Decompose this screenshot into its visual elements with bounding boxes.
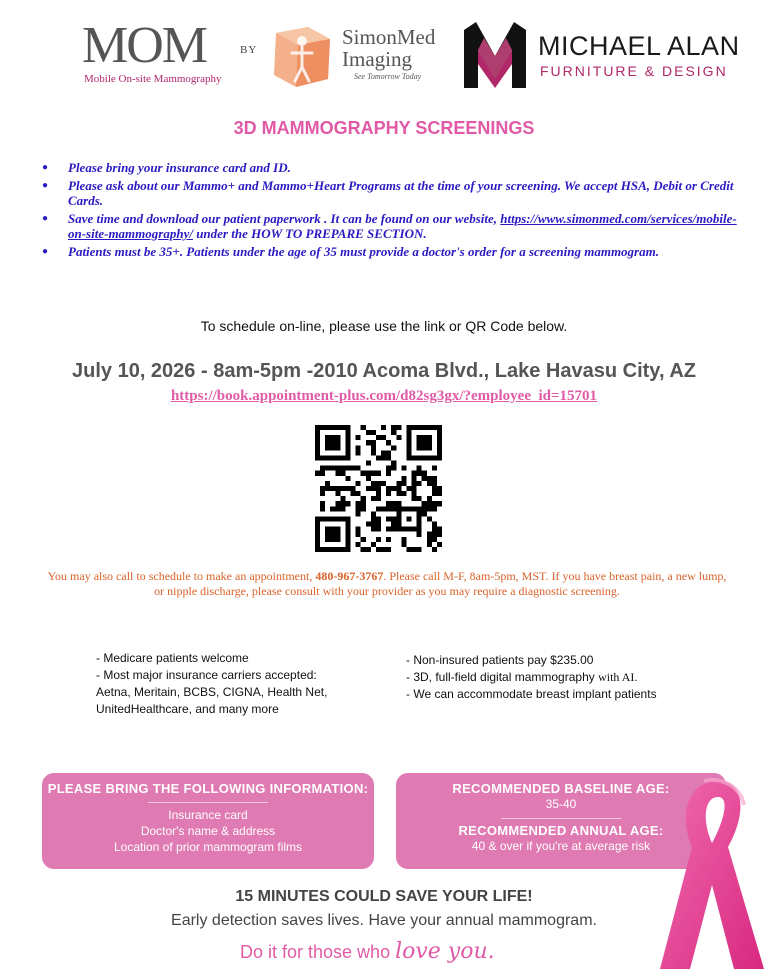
call-info-text-tail: . Please call M-F, 8am-5pm, MST. If you have breast pain, a new lump, or nipple discharge, please consult with your provider as you may require a diagnostic screening. xyxy=(154,569,727,598)
bring-info-box xyxy=(42,773,374,869)
closing-line-script: love you. xyxy=(395,939,495,964)
save-life-heading: 15 MINUTES COULD SAVE YOUR LIFE! xyxy=(235,888,533,905)
bullet-text-tail: under the HOW TO PREPARE SECTION. xyxy=(192,226,427,241)
booking-link[interactable]: https://book.appointment-plus.com/d82sg3gx/?employee_id=15701 xyxy=(170,388,598,404)
by-label: BY xyxy=(240,44,258,56)
page-title: 3D MAMMOGRAPHY SCREENINGS xyxy=(233,118,535,138)
mom-logo-subtitle: Mobile On-site Mammography xyxy=(84,73,222,85)
bullet-text: Patients must be 35+. Patients under the age of 35 must provide a doctor's order for a screening mammogram. xyxy=(68,244,659,259)
closing-line xyxy=(240,939,495,964)
list-item: Doctor's name & address xyxy=(140,824,276,838)
list-item-text: - 3D, full-field digital mammography xyxy=(406,670,599,684)
list-item xyxy=(40,178,752,208)
simonmed-name: SimonMed xyxy=(342,25,436,49)
instructions-list xyxy=(40,160,752,262)
bullet-text: Please ask about our Mammo+ and Mammo+Heart Programs at the time of your screening. We accept HSA, Debit or Credit Cards. xyxy=(68,178,734,208)
list-item xyxy=(40,160,752,175)
michael-alan-subtitle: FURNITURE & DESIGN xyxy=(540,63,728,79)
list-item xyxy=(40,244,752,259)
list-item: Location of prior mammogram films xyxy=(113,840,303,854)
closing-line-text: Do it for those who xyxy=(240,942,396,962)
early-detection-text: Early detection saves lives. Have your annual mammogram. xyxy=(171,912,597,929)
simonmed-tagline: See Tomorrow Today xyxy=(354,72,422,81)
michael-alan-name: MICHAEL ALAN xyxy=(538,31,740,61)
schedule-instruction: To schedule on-line, please use the link or QR Code below. xyxy=(200,318,568,334)
qr-code-icon[interactable] xyxy=(315,425,442,552)
simonmed-figure-icon xyxy=(268,25,336,89)
annual-age-value: 40 & over if you're at average risk xyxy=(471,839,651,853)
annual-age-heading: RECOMMENDED ANNUAL AGE: xyxy=(458,823,664,838)
call-info-text: You may also call to schedule to make an appointment, xyxy=(47,569,316,583)
pink-ribbon-icon xyxy=(600,775,768,969)
list-item: - We can accommodate breast implant patients xyxy=(406,687,657,701)
simonmed-logo-text xyxy=(342,26,435,81)
michael-alan-m-icon xyxy=(462,20,528,90)
list-item xyxy=(406,669,676,686)
mom-logo-text: MOM xyxy=(82,17,207,74)
divider xyxy=(148,802,268,803)
call-info xyxy=(42,569,732,599)
baseline-age-value: 35-40 xyxy=(545,797,577,811)
list-item: - Non-insured patients pay $235.00 xyxy=(406,653,594,667)
baseline-age-heading: RECOMMENDED BASELINE AGE: xyxy=(452,781,670,796)
mom-logo xyxy=(82,18,238,90)
list-item-text-ai: with AI. xyxy=(598,670,638,684)
bullet-text: Save time and download our patient paperwork . It can be found on our website, xyxy=(68,211,498,226)
website-link[interactable]: https://www.simonmed.com/services/mobile-on-site-mammography/ xyxy=(68,211,737,241)
list-item: - Medicare patients welcome xyxy=(96,651,249,665)
insurance-info xyxy=(96,650,336,718)
event-details: July 10, 2026 - 8am-5pm -2010 Acoma Blvd., Lake Havasu City, AZ xyxy=(72,360,696,382)
list-item: Insurance card xyxy=(168,808,248,822)
list-item xyxy=(40,211,752,241)
bullet-text: Please bring your insurance card and ID. xyxy=(68,160,291,175)
pricing-info xyxy=(406,652,676,703)
phone-number[interactable]: 480-967-3767 xyxy=(315,569,384,583)
bring-info-heading: PLEASE BRING THE FOLLOWING INFORMATION: xyxy=(47,781,369,796)
list-item: - Most major insurance carriers accepted: Aetna, Meritain, BCBS, CIGNA, Health Net, UnitedHealthcare, and many more xyxy=(96,668,328,716)
simonmed-imaging: Imaging xyxy=(342,47,412,71)
